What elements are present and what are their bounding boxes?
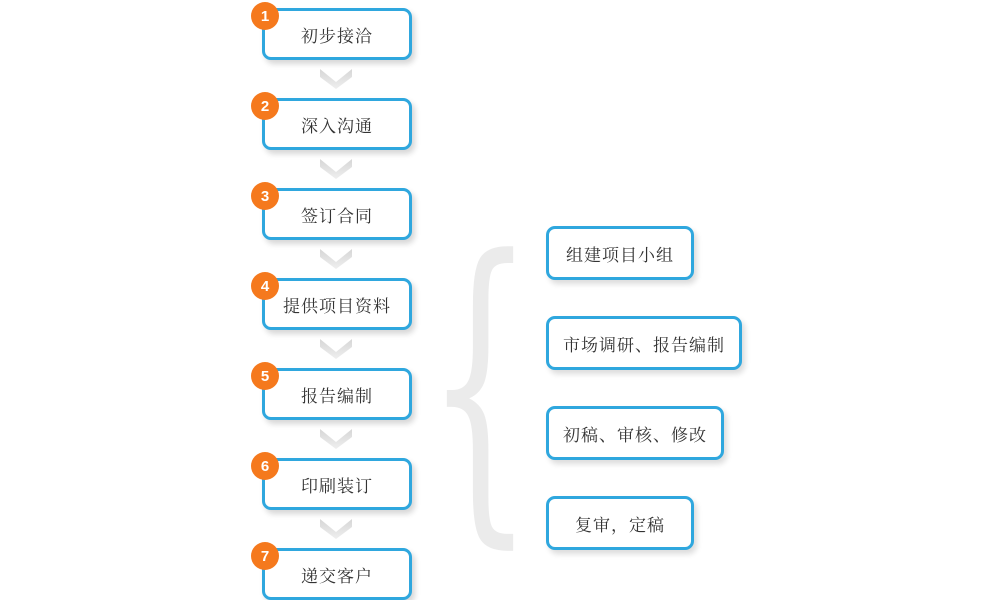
flow-step-7 bbox=[262, 548, 412, 600]
flow-step-5 bbox=[262, 368, 412, 420]
step-number-badge: 6 bbox=[251, 452, 279, 480]
arrow-down-icon bbox=[318, 68, 354, 90]
flow-step-6 bbox=[262, 458, 412, 510]
flow-step-3 bbox=[262, 188, 412, 240]
arrow-down-icon bbox=[318, 338, 354, 360]
step-number-badge: 2 bbox=[251, 92, 279, 120]
expansion-brace bbox=[425, 191, 535, 576]
step-label: 报告编制 bbox=[301, 386, 373, 406]
arrow-down-icon bbox=[318, 428, 354, 450]
sub-step-label: 市场调研、报告编制 bbox=[563, 335, 725, 355]
step-number-badge: 3 bbox=[251, 182, 279, 210]
step-label: 初步接洽 bbox=[301, 26, 373, 46]
flow-step-4 bbox=[262, 278, 412, 330]
flow-step-2 bbox=[262, 98, 412, 150]
step-number-badge: 1 bbox=[251, 2, 279, 30]
brace-glyph: { bbox=[425, 191, 535, 576]
sub-step-1 bbox=[546, 226, 694, 280]
sub-step-2 bbox=[546, 316, 742, 370]
arrow-down-icon bbox=[318, 158, 354, 180]
arrow-down-icon bbox=[318, 518, 354, 540]
step-label: 递交客户 bbox=[301, 566, 373, 586]
step-label: 印刷装订 bbox=[301, 476, 373, 496]
sub-step-3 bbox=[546, 406, 724, 460]
step-label: 深入沟通 bbox=[301, 116, 373, 136]
step-number-badge: 7 bbox=[251, 542, 279, 570]
step-label: 提供项目资料 bbox=[283, 296, 391, 316]
step-number-badge: 5 bbox=[251, 362, 279, 390]
flow-step-1 bbox=[262, 8, 412, 60]
sub-step-label: 组建项目小组 bbox=[566, 245, 674, 265]
sub-step-label: 初稿、审核、修改 bbox=[563, 425, 707, 445]
sub-step-4 bbox=[546, 496, 694, 550]
step-number-badge: 4 bbox=[251, 272, 279, 300]
arrow-down-icon bbox=[318, 248, 354, 270]
step-label: 签订合同 bbox=[301, 206, 373, 226]
sub-step-label: 复审，定稿 bbox=[575, 515, 665, 535]
